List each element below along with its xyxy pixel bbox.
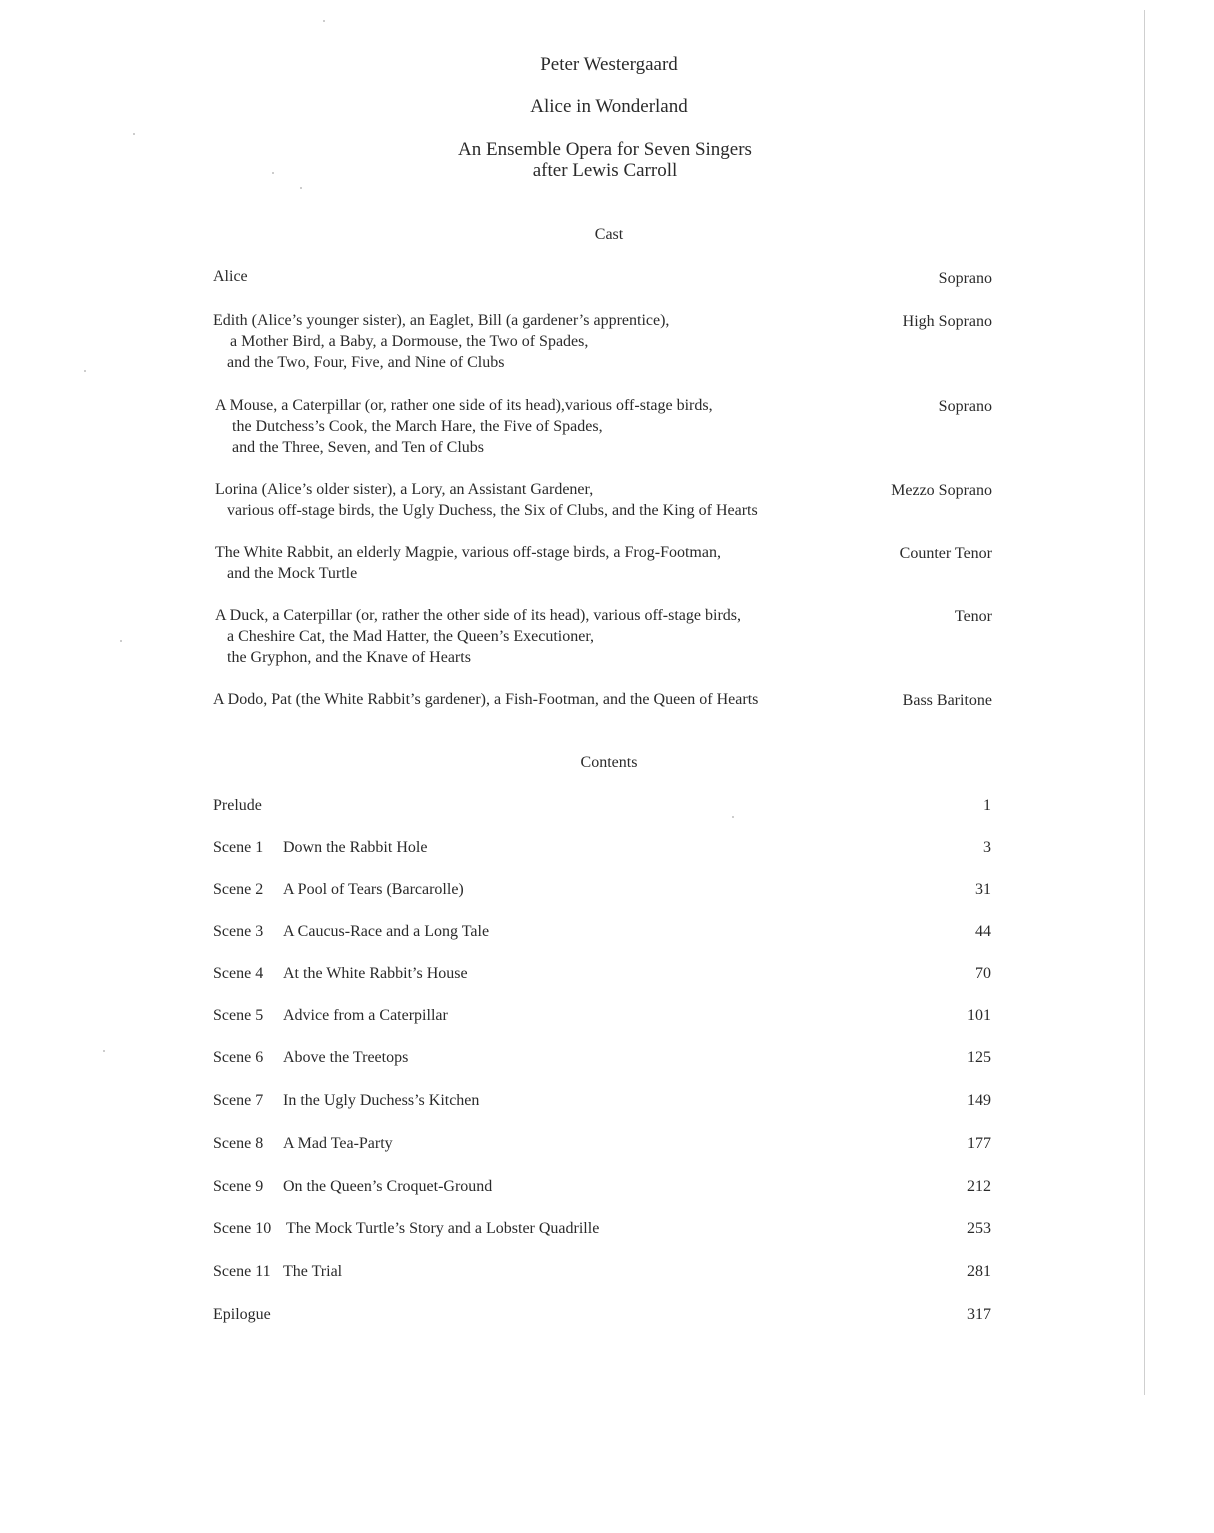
toc-page-number: 31 [975,881,991,898]
toc-page-number: 70 [975,965,991,982]
scan-speck [120,640,122,642]
cast-entry [215,542,855,584]
voice-type: Tenor [954,608,992,625]
toc-label: Scene 6 [213,1049,264,1066]
voice-type: Counter Tenor [899,545,992,562]
toc-page-number: 212 [967,1178,991,1195]
toc-label: Scene 10 [213,1220,272,1237]
toc-page-number: 101 [967,1007,991,1024]
toc-title: Advice from a Caterpillar [283,1007,448,1024]
scan-speck [133,133,135,135]
cast-entry [213,310,853,373]
cast-entry [215,605,855,668]
cast-role-line: Lorina (Alice’s older sister), a Lory, an Assistant Gardener, [215,481,594,498]
toc-row [213,1176,991,1197]
voice-type: Mezzo Soprano [891,482,992,499]
toc-label: Scene 11 [213,1263,271,1280]
voice-type: Bass Baritone [902,692,992,709]
cast-role-line: and the Mock Turtle [227,565,358,582]
toc-page-number: 149 [967,1092,991,1109]
toc-label: Scene 4 [213,965,264,982]
toc-page-number: 253 [967,1220,991,1237]
cast-role-line: a Mother Bird, a Baby, a Dormouse, the Two of Spades, [230,333,589,350]
toc-label: Scene 5 [213,1007,264,1024]
scan-speck [103,1050,105,1052]
toc-label: Scene 2 [213,881,264,898]
cast-role-line: and the Three, Seven, and Ten of Clubs [232,439,485,456]
contents-heading: Contents [580,754,638,771]
toc-row [213,1218,991,1239]
cast-role-line: A Duck, a Caterpillar (or, rather the other side of its head), various off-stage birds, [215,607,742,624]
voice-type: Soprano [938,398,992,415]
toc-row [213,921,991,942]
subtitle-line-2: after Lewis Carroll [532,160,678,181]
toc-label: Scene 3 [213,923,264,940]
toc-page-number: 317 [967,1306,991,1323]
toc-row [213,837,991,858]
page-edge-line [1144,10,1145,1395]
toc-title: On the Queen’s Croquet-Ground [283,1178,493,1195]
toc-row [213,795,991,816]
voice-type: High Soprano [902,313,992,330]
cast-entry [213,266,853,287]
toc-row [213,1133,991,1154]
scan-speck [300,187,302,189]
toc-label: Epilogue [213,1306,271,1323]
cast-role-line: A Dodo, Pat (the White Rabbit’s gardener), a Fish-Footman, and the Queen of Hearts [213,691,759,708]
cast-role-line: the Dutchess’s Cook, the March Hare, the Five of Spades, [232,418,603,435]
scan-speck [84,370,86,372]
cast-entry [215,395,855,458]
toc-page-number: 125 [967,1049,991,1066]
toc-row [213,1304,991,1325]
toc-page-number: 1 [983,797,991,814]
cast-role-line: The White Rabbit, an elderly Magpie, various off-stage birds, a Frog-Footman, [215,544,721,561]
toc-page-number: 177 [967,1135,991,1152]
toc-title: Down the Rabbit Hole [283,839,428,856]
toc-label: Scene 7 [213,1092,264,1109]
toc-title: Above the Treetops [283,1049,409,1066]
voice-type: Soprano [938,270,992,287]
toc-title: The Trial [283,1263,343,1280]
cast-role-line: A Mouse, a Caterpillar (or, rather one side of its head),various off-stage birds, [215,397,713,414]
cast-heading: Cast [594,226,624,243]
toc-title: The Mock Turtle’s Story and a Lobster Quadrille [286,1220,600,1237]
toc-label: Scene 1 [213,839,264,856]
cast-entry [213,689,853,710]
toc-title: In the Ugly Duchess’s Kitchen [283,1092,480,1109]
toc-row [213,963,991,984]
opera-title: Alice in Wonderland [530,96,688,117]
toc-label: Scene 8 [213,1135,264,1152]
toc-row [213,1047,991,1068]
cast-role-line: and the Two, Four, Five, and Nine of Clubs [227,354,505,371]
toc-title: A Caucus-Race and a Long Tale [283,923,490,940]
toc-row [213,1261,991,1282]
subtitle-line-1: An Ensemble Opera for Seven Singers [458,139,752,160]
composer-name: Peter Westergaard [540,54,678,75]
toc-page-number: 44 [975,923,991,940]
cast-role-line: Edith (Alice’s younger sister), an Eaglet, Bill (a gardener’s apprentice), [213,312,670,329]
cast-role-line: various off-stage birds, the Ugly Duchess, the Six of Clubs, and the King of Hearts [227,502,758,519]
toc-row [213,1090,991,1111]
cast-role-line: Alice [213,268,248,285]
toc-row [213,879,991,900]
toc-page-number: 281 [967,1263,991,1280]
scan-speck [732,816,734,818]
cast-role-line: a Cheshire Cat, the Mad Hatter, the Queen’s Executioner, [227,628,595,645]
scan-speck [323,20,325,22]
toc-title: A Mad Tea-Party [283,1135,393,1152]
toc-title: A Pool of Tears (Barcarolle) [283,881,464,898]
cast-role-line: the Gryphon, and the Knave of Hearts [227,649,471,666]
cast-entry [215,479,855,521]
toc-label: Prelude [213,797,262,814]
toc-row [213,1005,991,1026]
toc-page-number: 3 [983,839,991,856]
toc-label: Scene 9 [213,1178,264,1195]
toc-title: At the White Rabbit’s House [283,965,468,982]
